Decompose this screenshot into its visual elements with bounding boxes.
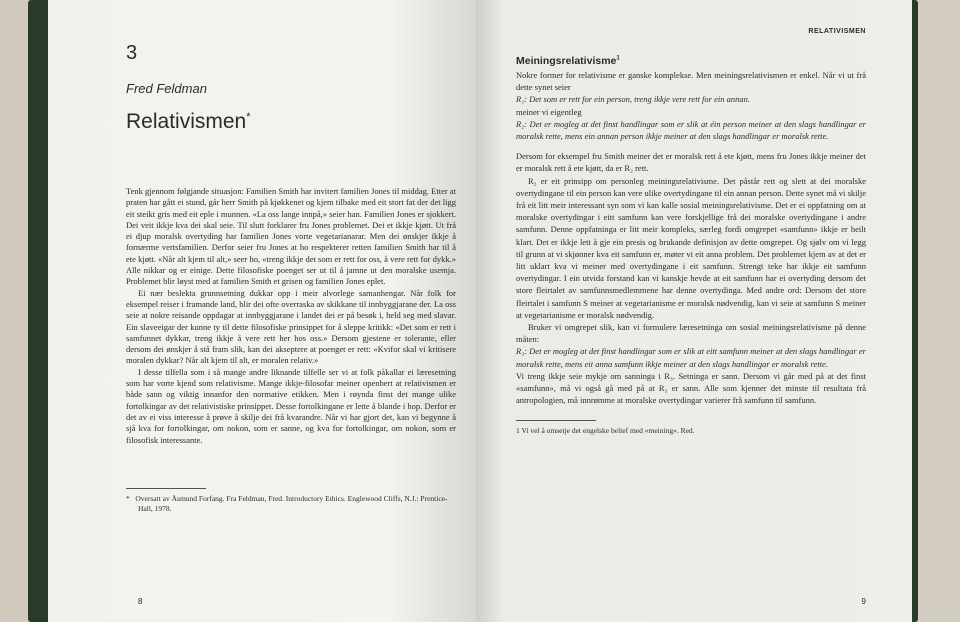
principle-r2: R₂: Det er mogleg at det finst handlingar som er slik at éin person meiner at den slags handlingar er moralsk rette, mens ein annan person ikkje meiner at den slags handlingar er moralsk rette. (516, 118, 866, 142)
paragraph-formulation: Bruker vi omgrepet slik, kan vi formulere læresetninga om sosial meiningsrelativisme på denne måten: (516, 322, 866, 345)
principle-r3: R₃: Det er mogleg at det finst handlingar som er slik at eitt samfunn meiner at den slags handlingar er moralsk rette, mens eit anna samfunn ikkje meiner at den slags handlingar er moralsk rette. (516, 346, 866, 369)
section-title-text: Meiningsrelativisme (516, 55, 617, 67)
paragraph-3: I desse tilfella som i så mange andre liknande tilfelle ser vi at folk påkallar ei læresetning som har vorte kjend som relativisme. Mange ikkje-filosofar meiner openbert at relativismen er både sann og viktig innanfor den normative etikken. Men i røynda finst det mange ulike fortolkingar av det relativistiske prinsippet. Desse fortolkingane er lette å blande i hop. Derfor er det av ei viss interesse å prøve å skilje dei frå kvarandre. Når vi har gjort det, kan vi begynne å sjå kva for fortolkingar, om nokon, som er sanne, og kva for fortolkingar, om nokon, som er filosofisk interessante. (126, 366, 456, 445)
chapter-number: 3 (126, 42, 138, 64)
footnote-mark: * (126, 493, 130, 503)
section-footnote-mark: 1 (616, 55, 620, 62)
paragraph-r3-truth: Vi treng ikkje seie mykje om sanninga i R₃. Setninga er sann. Dersom vi går med på at det finst «samfunn», må vi også gå med på at R₃ er sann. Alle som kjenner det minste til resultata frå antropologien, må innrømme at moralske overtydingar varierer frå samfunn til samfunn. (516, 370, 866, 406)
footnote-rule-right (516, 420, 596, 421)
principle-r1: R₁: Det som er rett for ein person, treng ikkje vere rett for ein annan. (516, 94, 750, 105)
paragraph-r2-discussion: R₂ er eit prinsipp om personleg meiningsrelativisme. Det påstår rett og slett at dei moralske overtydingane til ein person kan vere ulike overtydingane til ein annan person. Dette synet må vi skilje frå eit litt meir interessant syn som vi kan kalle sosial meiningsrelativisme. Det er ei oppfatning om at moralske overtydingar i eitt samfunn kan vere forskjellige frå dei moralske overtydingane i andre samfunn. Denne oppfatninga er litt meir kompleks, særleg fordi omgrepet «samfunn» ikkje er heilt klart. Det er ikkje lett å gje ein presis og brukande definisjon av dette omgrepet. Og sjølv om vi legg til grunn at vi skjønner kva eit samfunn er, møter vi eit anna problem. Det problemet kjem av at det er litt uklart kva vi meiner med overtydingane i eit samfunn. Strengt teke har ikkje eit samfunn overtydingar. I ein utvida forstand kan vi kanskje hevde at eit samfunn har ei overtyding dersom det store fleirtalet av samfunnsmedlemmene har denne overtydinga. Med andre ord: Dersom det store fleirtalet i samfunn S meiner at vegetarianisme er moralsk nødvendig, kan vi seie at samfunn S meiner at vegetarianisme er moralsk nødvendig. (516, 175, 866, 320)
chapter-author: Fred Feldman (126, 81, 207, 96)
page-number-right: 9 (861, 597, 866, 606)
paragraph-2: Ei nær beslekta grunnsetning dukkar opp i meir alvorlege samanhengar. Når folk for eksempel reiser i framande land, blir dei ofte overraska av skikkane til innbyggjarane der. La oss seie at nokre reisande oppdagar at innbyggjarane i landet dei er på besøk i, held seg med slavar. Ein slaveeigar der kunne ty til dette filosofiske prinsippet for å sleppe kritikk: «Det som er rett i samfunnet dykkar, treng ikkje å vere rett her hos oss.» Dersom gjestene er tolerante, eller dersom dei ønskjer å stå fram slik, kan dei akseptere at poenget er rett: «Kvifor skal vi kritisere moralen dykkar? Når alt kjem til alt, er moralen relativ.» (126, 287, 456, 366)
footnote-right: 1 Vi vel å omsetje det engelske belief med «meining». Red. (516, 426, 695, 436)
footnote-rule (126, 488, 206, 489)
left-page (48, 0, 476, 622)
right-page (476, 0, 912, 622)
running-head: RELATIVISMEN (808, 28, 866, 35)
paragraph-1: Tenk gjennom følgjande situasjon: Familien Smith har invitert familien Jones til middag. Etter at praten har gått ei stund, går herr Smith på kjøkkenet og kjem tilbake med eit stort fat der det ligg eit steikt gris med eit eple i munnen. «La oss lange innpå,» seier han. Familien Jones er sjokkert. Dei veit ikkje kva dei skal seie. Til slutt forklarer fru Jones problemet. Dei et ikkje kjøtt. Ut frå ei djup moralsk overtyding har familien Jones vorte vegetarianarar. Men dei ønskjer ikkje å fornærme vertsfamilien. Derfor seier fru Jones at ho respekterer retten familien Smith har til å ete kjøtt. «Når alt kjem til alt,» seer ho, «treng ikkje det som er rett for oss, å vere rett for dykk.» Alle nikkar og er einige. Dette filosofiske poenget ser ut til å jamne ut den moralske usemja. Problemet blir løyst med at familien Smith et grisen og familien Jones eplet. (126, 186, 456, 287)
chapter-title (126, 110, 456, 134)
intro-paragraph: Nokre former for relativisme er ganske komplekse. Men meiningsrelativismen er enkel. Når vi ut frå dette synet seier (516, 70, 866, 93)
paragraph-example: Dersom for eksempel fru Smith meiner det er moralsk rett å ete kjøtt, mens fru Jones ikkje meiner det er moralsk rett å ete kjøtt, da er R₂ rett. (516, 151, 866, 174)
chapter-body (126, 186, 456, 446)
chapter-title-text: Relativismen (126, 110, 247, 133)
r1-followup: meiner vi eigentleg (516, 106, 582, 117)
footnote-text: Oversatt av Åsmund Forfang. Fra Feldman, Fred. Introductory Ethics. Englewood Cliffs, N.J.: Prentice-Hall, 1978. (135, 493, 448, 513)
title-footnote-mark: * (246, 111, 251, 123)
section-title (516, 55, 866, 67)
page-number-left: 8 (138, 597, 143, 606)
footnote (126, 494, 456, 514)
section-body (516, 69, 866, 406)
